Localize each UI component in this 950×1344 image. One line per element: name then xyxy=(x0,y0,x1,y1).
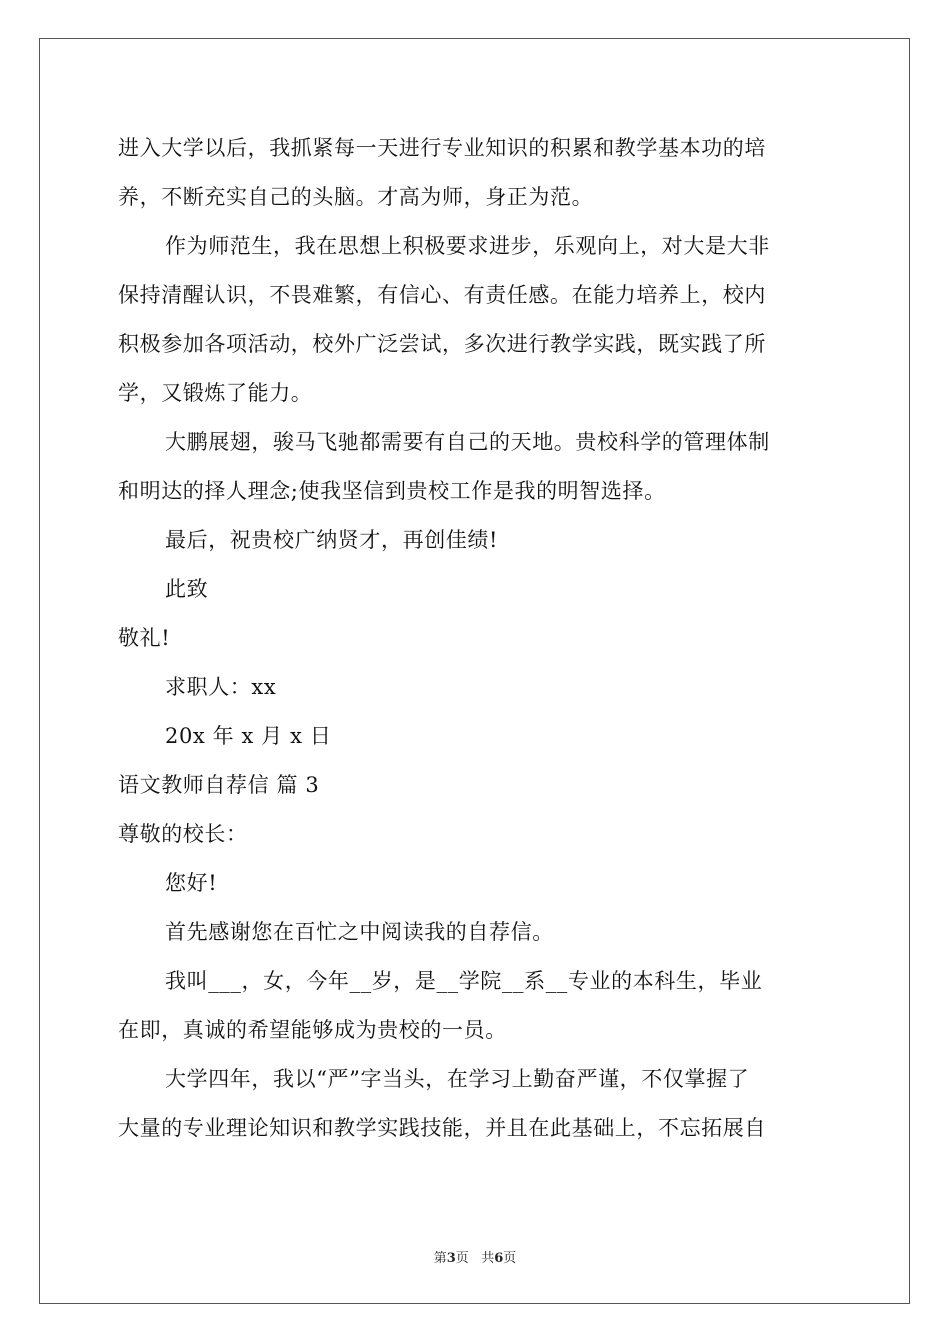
total-page-number: 6 xyxy=(494,1251,504,1266)
text-line: 积极参加各项活动，校外广泛尝试，多次进行教学实践，既实践了所 xyxy=(118,332,766,356)
text-line: 养，不断充实自己的头脑。才高为师，身正为范。 xyxy=(118,185,594,209)
footer-mid: 页 共 xyxy=(455,1251,495,1266)
text-line: 进入大学以后，我抓紧每一天进行专业知识的积累和教学基本功的培 xyxy=(118,136,766,160)
applicant-signature: 求职人：xx xyxy=(165,675,277,699)
text-line: 和明达的择人理念;使我坚信到贵校工作是我的明智选择。 xyxy=(118,479,666,503)
hello-line: 您好! xyxy=(165,871,218,895)
salutation-close: 此致 xyxy=(165,577,209,601)
text-line: 保持清醒认识，不畏难繁，有信心、有责任感。在能力培养上，校内 xyxy=(118,283,766,307)
text-line: 学，又锻炼了能力。 xyxy=(118,381,313,405)
paragraph-start: 作为师范生，我在思想上积极要求进步，乐观向上，对大是大非 xyxy=(165,234,770,258)
letter-date: 20x 年 x 月 x 日 xyxy=(165,724,332,748)
text-line: 大量的专业理论知识和教学实践技能，并且在此基础上，不忘拓展自 xyxy=(118,1116,766,1140)
closing-wish: 最后，祝贵校广纳贤才，再创佳绩! xyxy=(165,528,499,552)
salutation-regards: 敬礼! xyxy=(118,626,171,650)
paragraph-start: 首先感谢您在百忙之中阅读我的自荐信。 xyxy=(165,920,554,944)
footer-suffix: 页 xyxy=(503,1251,517,1266)
paragraph-start: 我叫___，女，今年__岁，是__学院__系__专业的本科生，毕业 xyxy=(165,969,763,993)
section-title: 语文教师自荐信 篇 3 xyxy=(118,773,320,797)
letter-greeting: 尊敬的校长： xyxy=(118,822,248,846)
paragraph-start: 大学四年，我以“严”字当头，在学习上勤奋严谨，不仅掌握了 xyxy=(165,1067,750,1091)
text-line: 在即，真诚的希望能够成为贵校的一员。 xyxy=(118,1018,507,1042)
current-page-number: 3 xyxy=(446,1251,456,1266)
paragraph-start: 大鹏展翅，骏马飞驰都需要有自己的天地。贵校科学的管理体制 xyxy=(165,430,770,454)
page-footer xyxy=(0,1247,950,1266)
footer-prefix: 第 xyxy=(433,1251,447,1266)
document-body xyxy=(118,124,838,1153)
